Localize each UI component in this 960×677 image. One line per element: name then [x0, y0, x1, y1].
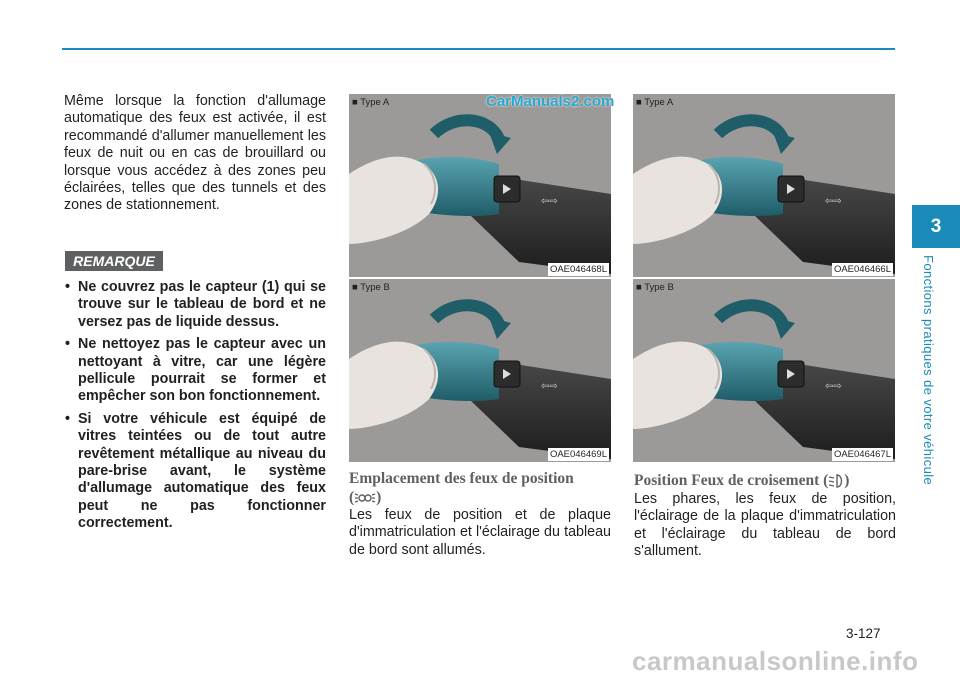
section-body-position: Les feux de position et de plaque d'immatriculation et l'éclairage du tableau de bord sont allumés.: [349, 507, 611, 558]
figure-type-a-position: [349, 94, 611, 277]
heading-paren: ): [844, 472, 850, 489]
figure-code: OAE046469L: [549, 449, 607, 460]
lever-illustration: [633, 279, 895, 462]
page-number: 3-127: [846, 626, 881, 641]
figure-type-label: ■ Type A: [636, 97, 674, 108]
low-beam-icon: [828, 473, 844, 489]
watermark-logo: CarManuals2.com: [486, 93, 615, 110]
remarque-label: REMARQUE: [65, 251, 163, 271]
lever-illustration: [633, 94, 895, 277]
chapter-tab: 3: [912, 205, 960, 248]
position-lamp-icon: [354, 491, 376, 505]
heading-text: Position Feux de croisement (: [634, 472, 829, 489]
figure-type-label: ■ Type B: [352, 282, 390, 293]
top-rule: [62, 48, 895, 50]
section-heading-position: [349, 469, 611, 507]
section-heading-lowbeam: [634, 471, 896, 490]
intro-paragraph: [64, 93, 326, 215]
figure-type-b-position: [349, 279, 611, 462]
heading-paren: ): [376, 489, 382, 506]
section-body-lowbeam: Les phares, les feux de position, l'éclairage de la plaque d'immatriculation et l'éclairage du tableau de bord s'allument.: [634, 491, 896, 560]
list-item: • Ne couvrez pas le capteur (1) qui se trouve sur le tableau de bord et ne versez pas de liquide dessus.: [64, 279, 326, 331]
footer-watermark: carmanualsonline.info: [632, 646, 919, 676]
lever-illustration: [349, 279, 611, 462]
figure-type-label: ■ Type A: [352, 97, 390, 108]
intro-text: Même lorsque la fonction d'allumage automatique des feux est activée, il est recommandé d'allumer manuellement les feux de nuit ou en cas de brouillard ou lorsque vous accédez à des zones peu éclairées, telles que des tunnels et des zones de stationnement.: [64, 93, 326, 214]
figure-code: OAE046466L: [833, 264, 891, 275]
heading-paren: (: [349, 489, 355, 506]
figure-code: OAE046468L: [549, 264, 607, 275]
list-item: • Si votre véhicule est équipé de vitres teintées ou de tout autre revêtement métallique au niveau du pare-brise avant, le système d'allumage automatique des feux peut ne pas fonctionner correctement.: [64, 411, 326, 533]
list-item: • Ne nettoyez pas le capteur avec un nettoyant à vitre, car une légère pellicule pourrait se former et empêcher son bon fonctionnement.: [64, 336, 326, 406]
figure-type-label: ■ Type B: [636, 282, 674, 293]
chapter-title-text: Fonctions pratiques de votre véhicule: [921, 255, 936, 486]
figure-type-a-lowbeam: [633, 94, 895, 277]
remark-list: [64, 279, 326, 538]
figure-code: OAE046467L: [833, 449, 891, 460]
lever-illustration: [349, 94, 611, 277]
figure-type-b-lowbeam: [633, 279, 895, 462]
heading-text: Emplacement des feux de position: [349, 470, 574, 487]
